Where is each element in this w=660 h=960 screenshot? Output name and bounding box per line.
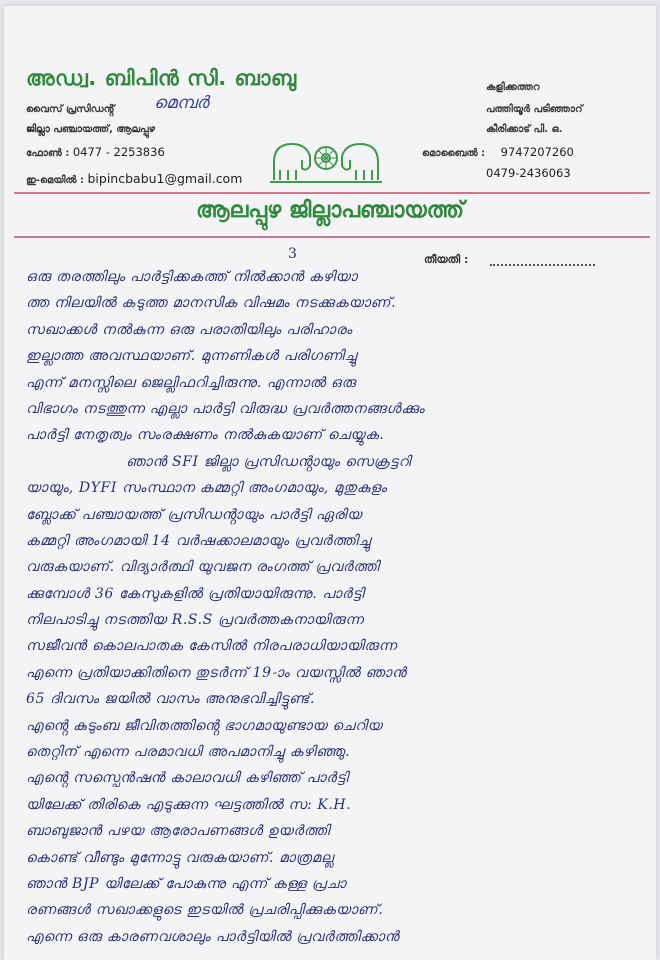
body-line: തെറ്റിന് എന്നെ പരമാവധി അപമാനിച്ചു കഴിഞ്ഞു. — [26, 744, 351, 761]
phone-number: 0477 - 2253836 — [72, 145, 165, 159]
letterhead-office: ജില്ലാ പഞ്ചായത്ത്, ആലപ്പുഴ — [26, 124, 156, 135]
phone-label: ഫോൺ : — [26, 148, 70, 159]
body-line: സഖാക്കൾ നൽകുന്ന ഒരു പരാതിയിലും പരിഹാരം — [26, 321, 353, 338]
body-line: 65 ദിവസം ജയിൽ വാസം അനുഭവിച്ചിട്ടുണ്ട്. — [26, 691, 316, 708]
mobile-label: മൊബൈൽ : — [422, 148, 486, 159]
body-line: കൊണ്ട് വീണ്ടും മുന്നോട്ടു വരുകയാണ്. മാത്രമല്ല — [26, 849, 334, 866]
letterhead-designation: വൈസ് പ്രസിഡൻ്റ് — [26, 104, 115, 115]
body-line: ഞാൻ SFI ജില്ലാ പ്രസിഡൻ്റായും സെക്രട്ടറി — [126, 453, 411, 470]
email-line — [26, 171, 242, 186]
body-line: എൻ്റെ കുടുംബ ജീവിതത്തിൻ്റെ ഭാഗമായുണ്ടായ ചെറിയ — [26, 717, 383, 734]
body-line: ഞാൻ BJP യിലേക്ക് പോകുന്നു എന്ന് കള്ള പ്രചാ — [26, 875, 347, 892]
body-line: യിലേക്ക് തിരികെ എടുക്കുന്ന ഘട്ടത്തിൽ സ: K.H. — [26, 796, 352, 813]
body-line: കമ്മറ്റി അംഗമായി 14 വർഷക്കാലമായും പ്രവർത്തിച്ചു — [26, 532, 371, 549]
body-line: എൻ്റെ സസ്പെൻഷൻ കാലാവധി കഴിഞ്ഞ് പാർട്ടി — [26, 770, 349, 787]
body-line: ക്കുമ്പോൾ 36 കേസുകളിൽ പ്രതിയായിരുന്നു. പാർട്ടി — [26, 585, 365, 602]
body-line: ബ്ലോക്ക് പഞ്ചായത്ത് പ്രസിഡൻ്റായും പാർട്ടി ഏരിയ — [26, 506, 362, 523]
body-line: എന്നെ പ്രതിയാക്കിതിനെ തുടർന്ന് 19-ാം വയസ്സിൽ ഞാൻ — [26, 664, 407, 681]
handwritten-letter-body — [26, 264, 642, 950]
mobile-number: 9747207260 — [500, 145, 574, 159]
body-line: രണങ്ങൾ സഖാക്കളുടെ ഇടയിൽ പ്രചരിപ്പിക്കുകയാണ്. — [26, 902, 384, 919]
landline-number: 0479-2436063 — [486, 166, 571, 180]
kerala-elephant-emblem-icon — [266, 132, 386, 188]
body-line: ഇല്ലാത്ത അവസ്ഥയാണ്. മുന്നണികൾ പരിഗണിച്ചു — [26, 348, 357, 365]
date-label: തീയതി : — [424, 253, 469, 266]
body-line: എന്ന് മനസ്സിലെ ജെല്ലിഫറിച്ചിരുന്നു. എന്നാൽ ഒരു — [26, 374, 356, 391]
body-line: നിലപാടിച്ചു നടത്തിയ R.S.S പ്രവർത്തകനായിരുന്ന — [26, 612, 364, 629]
email-label: ഇ-മെയിൽ : — [26, 175, 84, 186]
body-line: ഒരു തരത്തിലും പാർട്ടിക്കകത്ത് നിൽക്കാൻ കഴിയാ — [26, 269, 358, 285]
body-line: പാർട്ടി നേതൃത്വം സംരക്ഷണം നൽകുകയാണ് ചെയ്യുക. — [26, 427, 385, 444]
address-line-2: പത്തിയൂർ പടിഞ്ഞാറ് — [486, 104, 583, 115]
email-address: bipincbabu1@gmail.com — [87, 171, 243, 186]
header-rule-bottom — [14, 236, 650, 238]
body-line: സജീവൻ കൊലപാതക കേസിൽ നിരപരാധിയായിരുന്ന — [26, 638, 397, 655]
body-line: ത്ത നിലയിൽ കടുത്ത മാനസിക വിഷമം നടക്കുകയാണ്. — [26, 295, 397, 312]
phone-line — [26, 145, 165, 159]
body-line: ബാബുജാൻ പഴയ ആരോപണങ്ങൾ ഉയർത്തി — [26, 823, 330, 840]
letter-sheet — [4, 6, 656, 960]
page-number: 3 — [288, 246, 297, 262]
body-line: യായും, DYFI സംസ്ഥാന കമ്മറ്റി അംഗമായും, മുതുകുളം — [26, 480, 387, 497]
handwritten-role: മെമ്പർ — [154, 93, 209, 113]
address-line-3: കീരിക്കാട് പി. ഒ. — [486, 124, 563, 135]
body-line: വരുകയാണ്. വിദ്യാർത്ഥി യുവജന രംഗത്ത് പ്രവർത്തി — [26, 559, 380, 576]
address-line-1: കളിക്കത്തറ — [486, 82, 540, 93]
office-title: ആലപ്പുഴ ജില്ലാപഞ്ചായത്ത് — [196, 198, 464, 223]
body-line: വിഭാഗം നടത്തുന്ന എല്ലാ പാർട്ടി വിരുദ്ധ പ്രവർത്തനങ്ങൾക്കും — [26, 400, 425, 417]
body-line: എന്നെ ഒരു കാരണവശാലും പാർട്ടിയിൽ പ്രവർത്തിക്കാൻ — [26, 928, 400, 945]
header-rule-top — [14, 192, 650, 194]
letterhead-name: അഡ്വ. ബിപിൻ സി. ബാബു — [26, 66, 297, 90]
mobile-line — [422, 145, 574, 159]
